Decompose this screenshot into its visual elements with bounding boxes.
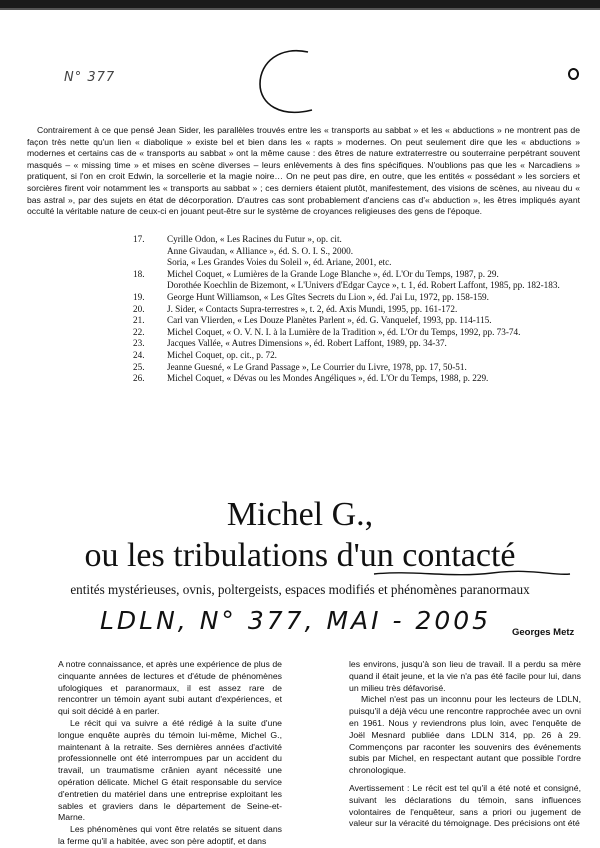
footnote-line: Jeanne Guesné, « Le Grand Passage », Le Courrier du Livre, 1978, pp. 17, 50-51. [167, 361, 467, 372]
body-paragraph: Michel n'est pas un inconnu pour les lecteurs de LDLN, puisqu'il a déjà vécu une rencontre rapprochée avec un ovni en 1961. Nous y reviendrons plus loin, avec l'enquête de Joël Mesnard publiée dans LDLN 314, pp. 26 à 29. Commençons par raconter les souvenirs des événements subis par Michel, en respectant autant que possible l'ordre chronologique. [349, 694, 581, 776]
footnote-item [133, 292, 573, 304]
footnote-line: Michel Coquet, « Lumières de la Grande Loge Blanche », éd. L'Or du Temps, 1987, p. 29. [167, 268, 499, 279]
body-column-right [349, 659, 581, 830]
footnote-number: 23. [133, 338, 145, 349]
footnote-item [133, 327, 573, 339]
footnote-number: 21. [133, 315, 145, 326]
author-name: Georges Metz [512, 627, 575, 638]
footnote-number: 17. [133, 234, 145, 244]
footnote-item [133, 350, 573, 362]
footnote-line: Dorothée Koechlin de Bizemont, « L'Univers d'Edgar Cayce », t. 1, éd. Robert Laffont, 1985, pp. 182-183. [167, 280, 560, 291]
handwritten-underline [372, 568, 572, 582]
handwritten-c-mark [250, 42, 330, 122]
footnote-number: 19. [133, 291, 145, 302]
footnote-line: George Hunt Williamson, « Les Gîtes Secrets du Lion », éd. J'ai Lu, 1972, pp. 158-159. [167, 291, 489, 302]
body-paragraph: Les phénomènes qui vont être relatés se situent dans la ferme qu'il a habitée, avec son père adoptif, et dans [58, 824, 282, 846]
handwritten-issue-number: N° 377 [64, 70, 116, 85]
footnote-number: 24. [133, 349, 145, 360]
footnote-line: Michel Coquet, « O. V. N. I. à la Lumière de la Tradition », éd. L'Or du Temps, 1992, pp. 73-74. [167, 326, 521, 337]
footnotes-list [133, 234, 573, 385]
handwritten-reference: LDLN, N° 377, MAI - 2005 [100, 606, 492, 635]
footnote-number: 20. [133, 303, 145, 314]
footnote-item [133, 373, 573, 385]
intro-paragraph [27, 125, 580, 218]
footnote-line: Carl van Vlierden, « Les Douze Planètes Parlent », éd. G. Vanquelef, 1993, pp. 114-115. [167, 315, 492, 326]
body-paragraph: les environs, jusqu'à son lieu de travail. Il a perdu sa mère quand il était jeune, et la vie n'a pas été facile pour lui, dans un milieu très défavorisé. [349, 659, 581, 693]
footnote-number: 26. [133, 373, 145, 384]
footnote-line: Soria, « Les Grandes Voies du Soleil », éd. Ariane, 2001, etc. [167, 257, 392, 268]
footnote-line: Anne Givaudan, « Alliance », éd. S. O. I. S., 2000. [167, 245, 354, 256]
body-paragraph: Le récit qui va suivre a été rédigé à la suite d'une longue enquête auprès du témoin lui-même, Michel G., maintenant à la retraite. Ses dernières années d'activité professionnelle ont été interrompues par un accident du travail, un traumatisme crânien ayant nécessité une opération délicate. Michel G était responsable du service d'entretien du matériel dans une entreprise exploitant les sables et graviers dans le département de Seine-et-Marne. [58, 717, 282, 823]
footnote-item [133, 304, 573, 316]
footnote-line: Michel Coquet, « Dévas ou les Mondes Angéliques », éd. L'Or du Temps, 1988, p. 229. [167, 373, 489, 384]
footnote-line: Cyrille Odon, « Les Racines du Futur », op. cit. [167, 234, 342, 244]
footnote-line: Jacques Vallée, « Autres Dimensions », éd. Robert Laffont, 1989, pp. 34-37. [167, 338, 447, 349]
intro-text: Contrairement à ce que pensé Jean Sider, les parallèles trouvés entre les « transports au sabbat » et les « abductions » ne montrent pas de façon très nette qu'un lien « diabolique » existe bel et bien dans les « rapts » modernes. On peut seulement dire que les « abductions » modernes et certains cas de « transports au sabbat » ont la même cause : des êtres de nature extraterrestre ou souterraine perpétrant souvent masqués – « missing time » et mises en scène diverses – leurs enlèvements à des fins spécifiques. N'oublions pas que les « Narcadiens » pratiquent, si l'on en croit Edwin, la sorcellerie et la magie noire… On ne peut pas dire, en outre, que les entités « possédant » les sorciers et sorcières firent voir notamment les « transports au sabbat » ; ces derniers étaient plutôt, manifestement, des visions de scènes, au niveau du « bas astral », par des sujets en état de décorporation. D'autres cas sont probablement d'anciens cas d'« abduction », les êtres impliqués ayant occulté la véritable nature de ceux-ci en jouant peut-être sur le système de croyances religieuses des gens de l'époque. [27, 125, 580, 217]
footnote-number: 18. [133, 268, 145, 279]
footnote-line: Michel Coquet, op. cit., p. 72. [167, 349, 277, 360]
footnote-item [133, 315, 573, 327]
top-scan-border [0, 0, 600, 8]
footnote-number: 22. [133, 326, 145, 337]
article-title-line-1: Michel G., [226, 496, 374, 533]
top-scan-border-shadow [0, 8, 600, 10]
ink-dot-mark [568, 68, 579, 80]
article-title-line-2: ou les tribulations d'un contacté [84, 537, 516, 574]
footnote-item [133, 338, 573, 350]
body-paragraph: Avertissement : Le récit est tel qu'il a été noté et consigné, suivant les déclarations du témoin, sans influences volontaires de l'enquêteur, sans a priori ou jugement de valeur sur la véracité du témoignage. Des précisions ont été [349, 782, 581, 829]
body-column-left [58, 659, 282, 848]
footnote-item [133, 362, 573, 374]
footnote-number: 25. [133, 361, 145, 372]
footnote-item [133, 234, 573, 269]
footnote-line: J. Sider, « Contacts Supra-terrestres », t. 2, éd. Axis Mundi, 1995, pp. 161-172. [167, 303, 458, 314]
body-paragraph: A notre connaissance, et après une expérience de plus de cinquante années de lectures et d'étude de phénomènes ufologiques et paranormaux, il est assez rare de rencontrer un témoin ayant subi autant d'expériences, et qui soit décidé à en parler. [58, 659, 282, 717]
footnote-item [133, 269, 573, 292]
article-subtitle: entités mystérieuses, ovnis, poltergeists, espaces modifiés et phénomènes paranormaux [70, 582, 530, 597]
